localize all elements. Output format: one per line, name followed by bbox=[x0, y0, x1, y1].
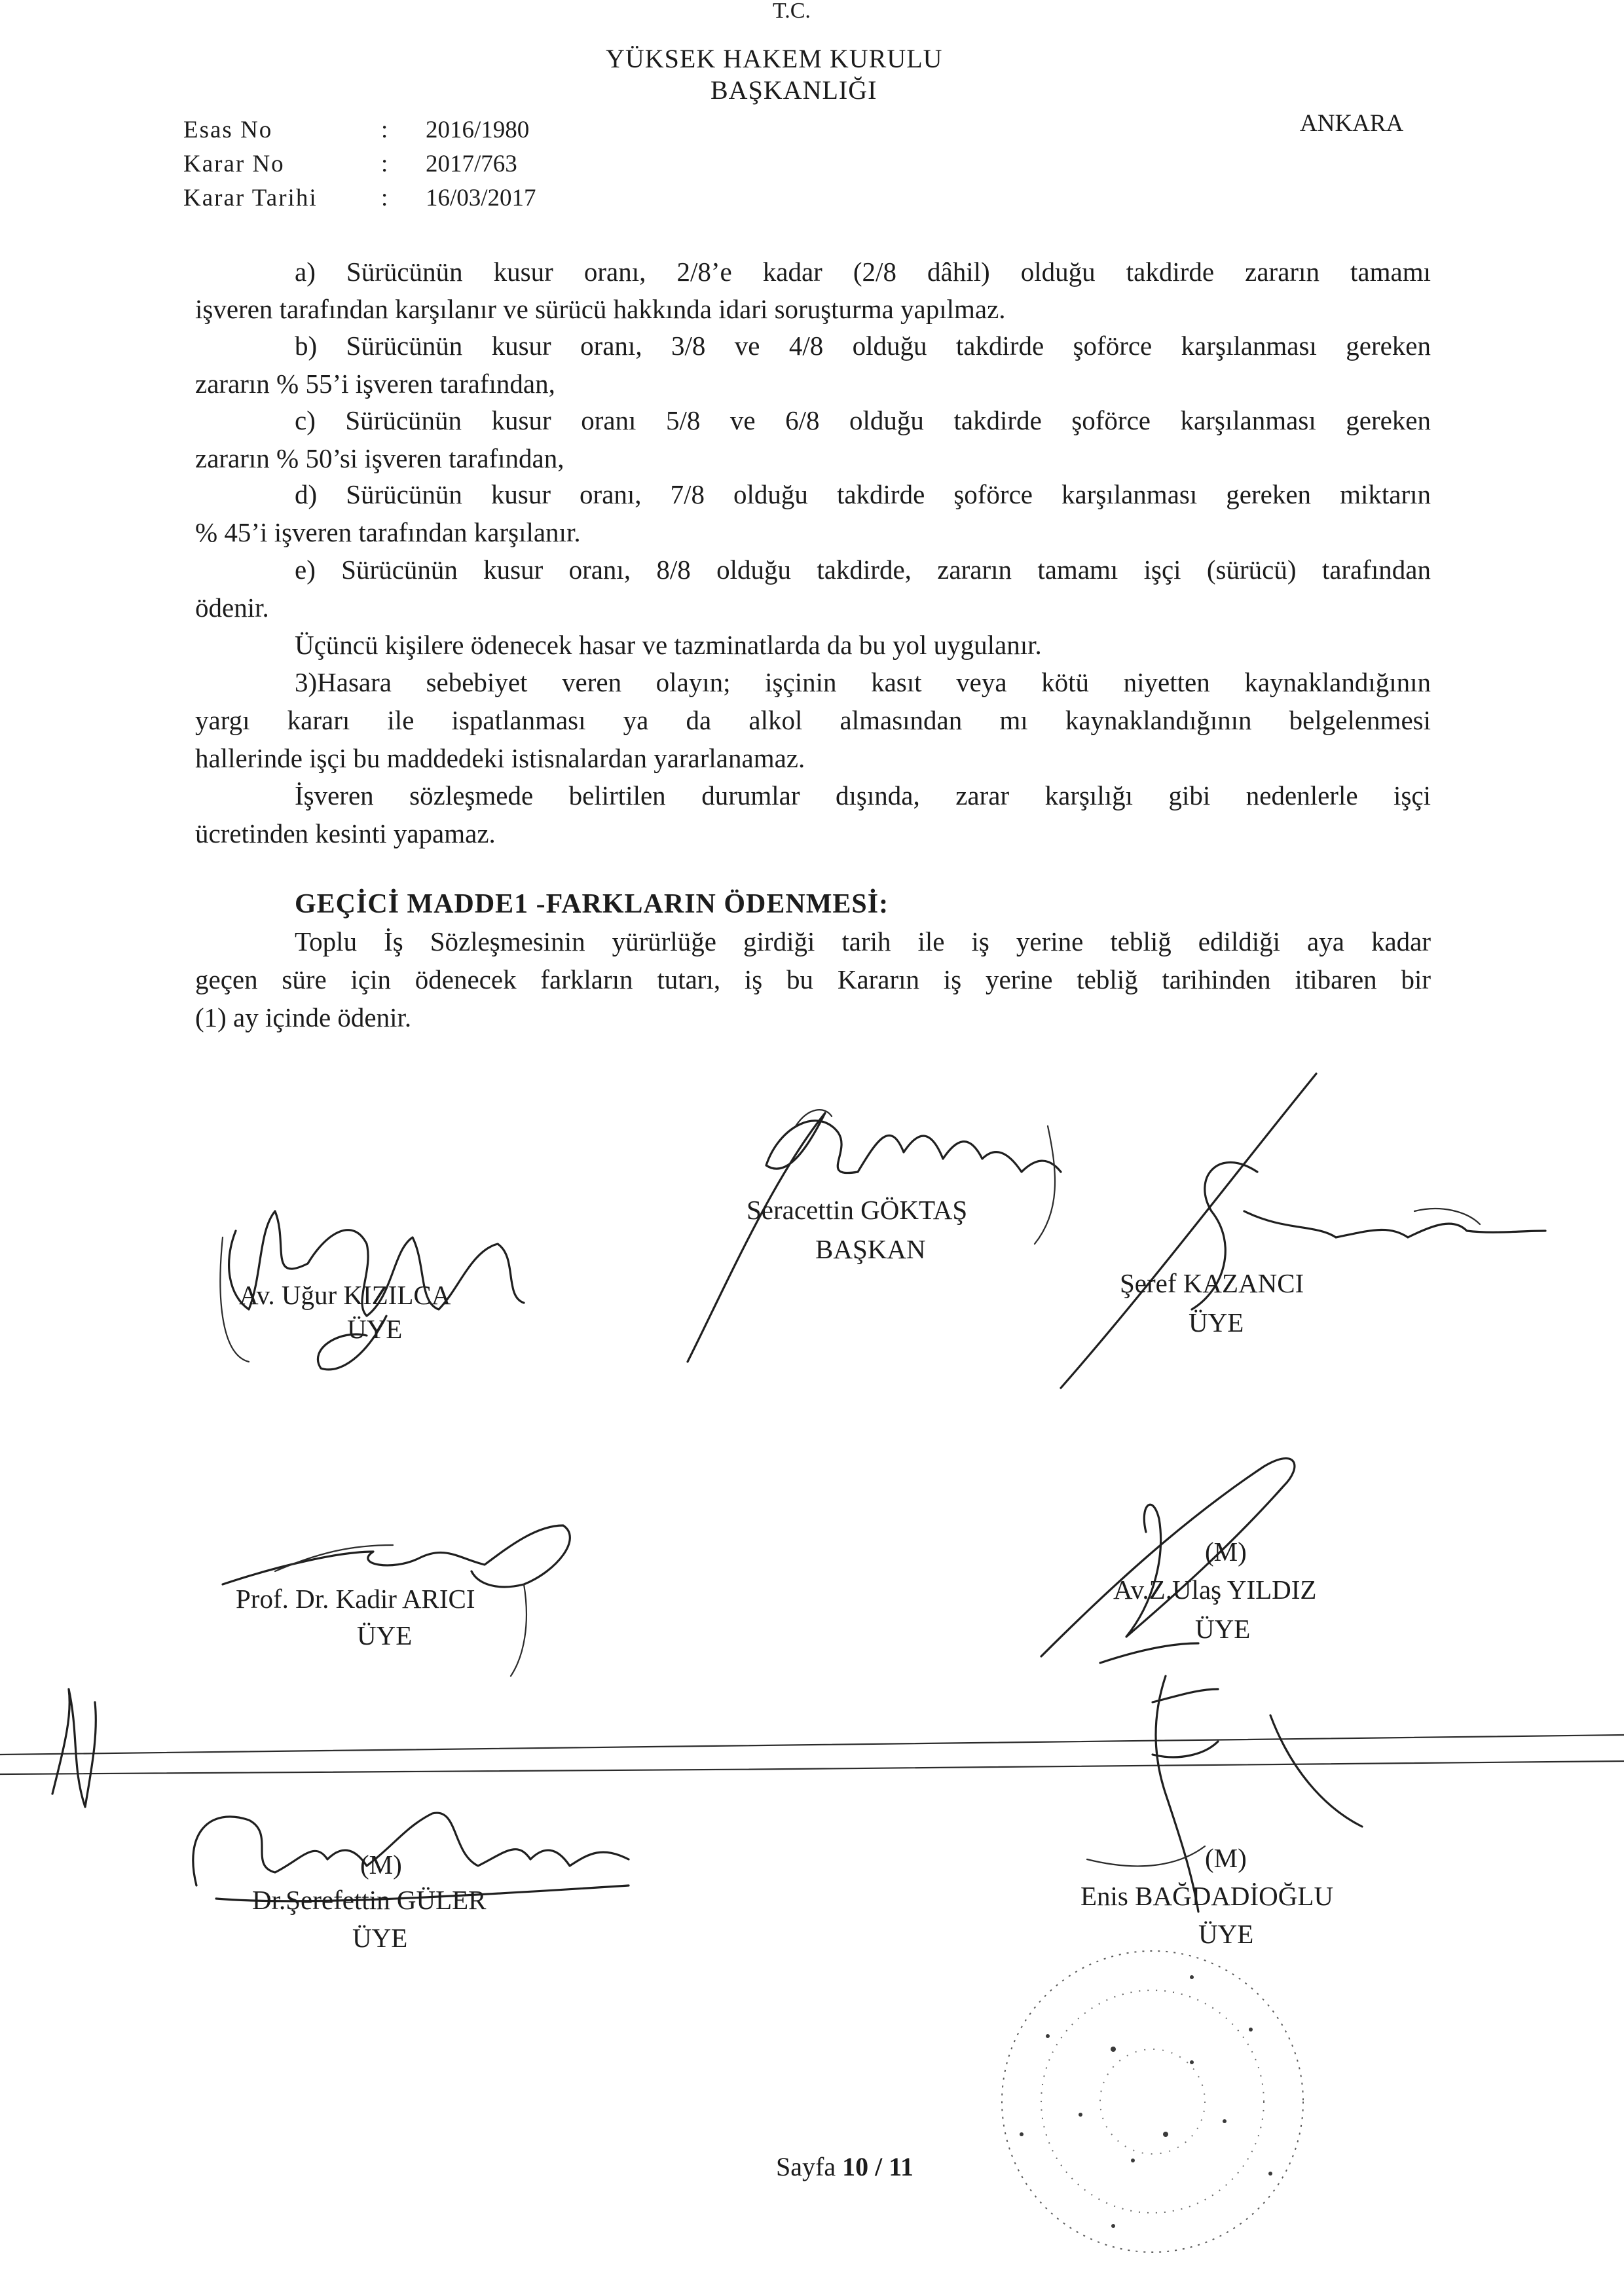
karar-tarihi-value: 16/03/2017 bbox=[426, 185, 536, 211]
page-current: 10 bbox=[842, 2152, 869, 2181]
signatory-kazanci-name: Şeref KAZANCI bbox=[1120, 1268, 1304, 1298]
signatory-goktas-role: BAŞKAN bbox=[815, 1234, 926, 1264]
signatory-bagdadioglu-name: Enis BAĞDADİOĞLU bbox=[1080, 1881, 1334, 1911]
temporary-article-heading: GEÇİCİ MADDE1 -FARKLARIN ÖDENMESİ: bbox=[295, 889, 889, 919]
page-number bbox=[776, 2154, 913, 2180]
signatory-bagdadioglu-role: ÜYE bbox=[1198, 1919, 1254, 1949]
esas-no-sep: : bbox=[381, 117, 388, 143]
signatory-guler-note: (M) bbox=[360, 1850, 402, 1880]
clause-b-line2: zararın % 55’i işveren tarafından, bbox=[195, 369, 555, 399]
institution-name: YÜKSEK HAKEM KURULU bbox=[606, 44, 943, 73]
signatory-yildiz-note: (M) bbox=[1205, 1537, 1247, 1567]
clause-d-line1: d) Sürücünün kusur oranı, 7/8 olduğu takdirde şoförce karşılanması gereken miktarın bbox=[295, 479, 1431, 509]
temporary-article-line3: (1) ay içinde ödenir. bbox=[195, 1002, 412, 1032]
signatory-arici-role: ÜYE bbox=[357, 1620, 413, 1650]
clause-e-line1: e) Sürücünün kusur oranı, 8/8 olduğu takdirde, zararın tamamı işçi (sürücü) tarafından bbox=[295, 555, 1431, 585]
article3-line2: yargı kararı ile ispatlanması ya da alkol almasından mı kaynaklandığının belgelenmesi bbox=[195, 705, 1431, 735]
karar-no-value: 2017/763 bbox=[426, 151, 517, 177]
institution-presidency: BAŞKANLIĞI bbox=[710, 75, 877, 105]
karar-no-sep: : bbox=[381, 151, 388, 177]
third-parties-paragraph: Üçüncü kişilere ödenecek hasar ve tazminatlarda da bu yol uygulanır. bbox=[295, 630, 1042, 660]
page-separator: / bbox=[868, 2152, 889, 2181]
karar-tarihi-label: Karar Tarihi bbox=[183, 185, 318, 211]
signatory-kizilca-role: ÜYE bbox=[347, 1314, 403, 1344]
employer-line2: ücretinden kesinti yapamaz. bbox=[195, 818, 496, 848]
article3-line3: hallerinde işçi bu maddedeki istisnalardan yararlanamaz. bbox=[195, 743, 805, 773]
page-total: 11 bbox=[889, 2152, 913, 2181]
signatory-yildiz-name: Av.Z.Ulaş YILDIZ bbox=[1113, 1575, 1317, 1605]
header-city: ANKARA bbox=[1300, 110, 1404, 137]
clause-d-line2: % 45’i işveren tarafından karşılanır. bbox=[195, 517, 581, 547]
page-prefix: Sayfa bbox=[776, 2152, 843, 2181]
clause-a-line2: işveren tarafından karşılanır ve sürücü hakkında idari soruşturma yapılmaz. bbox=[195, 294, 1006, 324]
karar-no-label: Karar No bbox=[183, 151, 285, 177]
signatory-arici-name: Prof. Dr. Kadir ARICI bbox=[236, 1584, 475, 1614]
signatory-kazanci-role: ÜYE bbox=[1189, 1307, 1244, 1338]
temporary-article-line1: Toplu İş Sözleşmesinin yürürlüğe girdiği tarih ile iş yerine tebliğ edildiği aya kadar bbox=[295, 926, 1431, 957]
clause-a-line1: a) Sürücünün kusur oranı, 2/8’e kadar (2/8 dâhil) olduğu takdirde zararın tamamı bbox=[295, 257, 1431, 287]
temporary-article-line2: geçen süre için ödenecek farkların tutarı, iş bu Kararın iş yerine tebliğ tarihinden itibaren bir bbox=[195, 964, 1431, 994]
article3-line1: 3)Hasara sebebiyet veren olayın; işçinin kasıt veya kötü niyetten kaynaklandığının bbox=[295, 667, 1431, 697]
official-seal bbox=[0, 0, 7, 7]
signatory-guler-role: ÜYE bbox=[352, 1923, 408, 1953]
esas-no-label: Esas No bbox=[183, 117, 273, 143]
signatory-goktas-name: Seracettin GÖKTAŞ bbox=[747, 1195, 968, 1225]
header-tc: T.C. bbox=[773, 0, 811, 23]
signatory-bagdadioglu-note: (M) bbox=[1205, 1843, 1247, 1873]
employer-line1: İşveren sözleşmede belirtilen durumlar dışında, zarar karşılığı gibi nedenlerle işçi bbox=[295, 780, 1431, 811]
signatory-guler-name: Dr.Şerefettin GÜLER bbox=[252, 1885, 487, 1915]
karar-tarihi-sep: : bbox=[381, 185, 388, 211]
clause-b-line1: b) Sürücünün kusur oranı, 3/8 ve 4/8 olduğu takdirde şoförce karşılanması gereken bbox=[295, 331, 1431, 361]
clause-e-line2: ödenir. bbox=[195, 592, 269, 623]
clause-c-line2: zararın % 50’si işveren tarafından, bbox=[195, 443, 564, 473]
signatory-yildiz-role: ÜYE bbox=[1195, 1614, 1251, 1644]
esas-no-value: 2016/1980 bbox=[426, 117, 530, 143]
signatory-kizilca-name: Av. Uğur KIZILCA bbox=[239, 1280, 451, 1310]
clause-c-line1: c) Sürücünün kusur oranı 5/8 ve 6/8 olduğu takdirde şoförce karşılanması gereken bbox=[295, 405, 1431, 435]
